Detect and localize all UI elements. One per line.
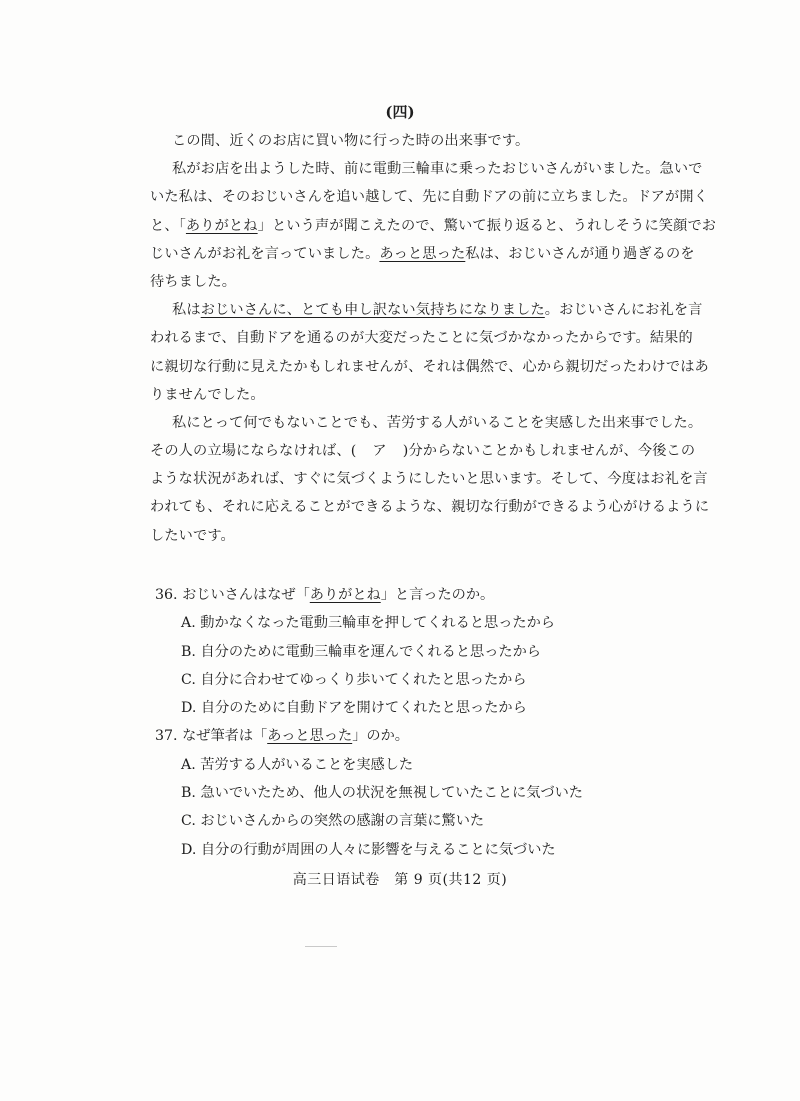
text-segment: その人の立場にならなければ、( — [150, 443, 357, 460]
passage-line: 私がお店を出ようした時、前に電動三輪車に乗ったおじいさんがいました。急いで — [172, 161, 703, 178]
question-36-stem — [155, 581, 715, 609]
text-segment: 」という声が聞こえたので、驚いて振り返ると、うれしそうに笑顔でお — [257, 217, 717, 234]
underlined-phrase: あっと思った — [267, 728, 353, 745]
passage-line: ような状況があれば、すぐに気づくようにしたいと思います。そして、今度はお礼を言 — [150, 471, 708, 488]
question-37-option-b: B. 急いでいたため、他人の状況を無視していたことに気づいた — [181, 785, 583, 802]
passage-line — [150, 437, 695, 465]
text-segment: 」のか。 — [352, 728, 409, 745]
passage-line — [150, 212, 717, 240]
text-segment: と、「 — [150, 217, 186, 234]
underlined-phrase: ありがとね — [309, 587, 381, 603]
question-36-option-c: C. 自分に合わせてゆっくり歩いてくれたと思ったから — [181, 671, 527, 688]
passage-line: この間、近くのお店に買い物に行った時の出来事です。 — [172, 133, 530, 149]
question-36-option-b: B. 自分のために電動三輪車を運んでくれると思ったから — [181, 643, 541, 660]
passage-line — [150, 296, 703, 324]
text-segment: )分からないことかもしれませんが、今後この — [402, 443, 696, 460]
text-segment: 36. おじいさんはなぜ「 — [155, 587, 310, 603]
underlined-phrase-arigatone: ありがとね — [185, 217, 258, 234]
passage-line — [150, 240, 695, 268]
text-segment: 」と言ったのか。 — [380, 587, 495, 603]
text-segment: 私は、おじいさんが通り過ぎるのを — [465, 245, 695, 262]
underlined-phrase-atto-omotta: あっと思った — [379, 245, 466, 262]
text-segment: 。おじいさんにお礼を言 — [544, 302, 703, 319]
text-segment: じいさんがお礼を言っていました。 — [150, 245, 380, 262]
question-37-option-c: C. おじいさんからの突然の感謝の言葉に驚いた — [181, 813, 485, 830]
reading-passage — [150, 127, 717, 550]
question-37-stem — [155, 722, 715, 750]
question-36-option-a: A. 動かなくなった電動三輪車を押してくれると思ったから — [181, 615, 555, 632]
blank-marker: ア — [372, 443, 387, 460]
passage-line: 待ちました。 — [150, 273, 237, 290]
page-footer: 高三日语试卷 第 9 页(共12 页) — [292, 872, 508, 888]
underlined-phrase-moushiwake: おじいさんに、とても申し訳ない気持ちになりました — [200, 302, 545, 319]
question-37-option-a: A. 苦労する人がいることを実感した — [181, 756, 414, 773]
passage-line: われるまで、自動ドアを通るのが大変だったことに気づかなかったからです。結果的 — [150, 330, 693, 347]
text-segment: 私は — [172, 302, 201, 319]
question-block — [155, 581, 715, 864]
text-segment: 37. なぜ筆者は「 — [155, 728, 268, 745]
question-37-option-d: D. 自分の行動が周囲の人々に影響を与えることに気づいた — [181, 841, 556, 858]
passage-line: りませんでした。 — [150, 386, 265, 403]
section-title: (四) — [385, 103, 415, 121]
passage-line: いた私は、そのおじいさんを追い越して、先に自動ドアの前に立ちました。ドアが開く — [150, 189, 709, 206]
passage-line: 私にとって何でもないことでも、苦労する人がいることを実感した出来事でした。 — [172, 414, 703, 431]
passage-line: われても、それに応えることができるような、親切な行動ができるよう心がけるように — [150, 499, 710, 516]
question-36-option-d: D. 自分のために自動ドアを開けてくれたと思ったから — [181, 700, 527, 717]
passage-line: に親切な行動に見えたかもしれませんが、それは偶然で、心から親切だったわけではあ — [150, 358, 709, 375]
passage-line: したいです。 — [150, 527, 235, 544]
scan-artifact — [305, 946, 337, 947]
